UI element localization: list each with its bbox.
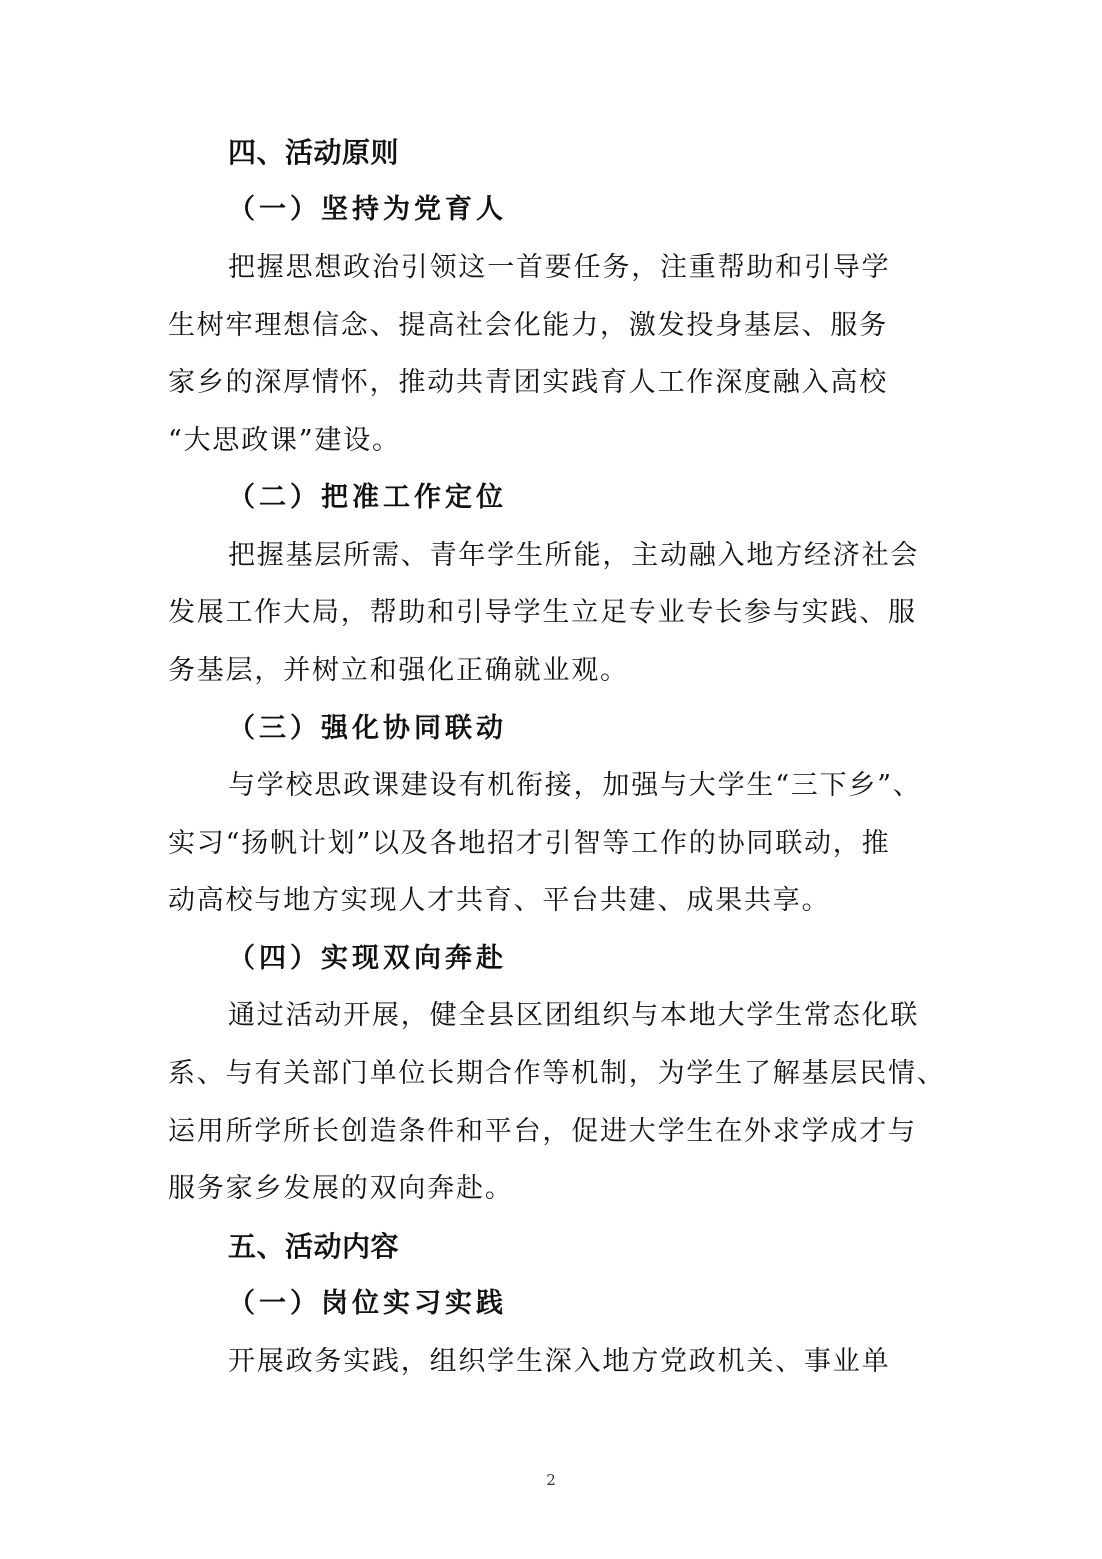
subheading-5: （一）岗位实习实践 [228,1288,507,1319]
paragraph-line: 服务家乡发展的双向奔赴。 [168,1173,514,1204]
paragraph-line: 运用所学所长创造条件和平台，促进大学生在外求学成才与 [168,1116,917,1147]
subheading-1: （一）坚持为党育人 [228,194,507,225]
paragraph-line: 把握基层所需、青年学生所能，主动融入地方经济社会 [228,540,920,571]
subheading-2: （二）把准工作定位 [228,482,507,513]
page-number: 2 [546,1471,556,1489]
paragraph-line: 实习“扬帆计划”以及各地招才引智等工作的协同联动，推 [168,828,891,859]
subheading-3: （三）强化协同联动 [228,713,507,744]
section-heading-content: 五、活动内容 [228,1230,400,1263]
paragraph-line: 把握思想政治引领这一首要任务，注重帮助和引导学 [228,252,891,283]
paragraph-line: 生树牢理想信念、提高社会化能力，激发投身基层、服务 [168,310,888,341]
section-heading-principles: 四、活动原则 [228,136,400,169]
paragraph-line: 与学校思政课建设有机衔接，加强与大学生“三下乡”、 [228,770,922,801]
subheading-4: （四）实现双向奔赴 [228,943,507,974]
paragraph-line: 通过活动开展，健全县区团组织与本地大学生常态化联 [228,1000,920,1031]
paragraph-line: “大思政课”建设。 [168,425,401,456]
paragraph-line: 发展工作大局，帮助和引导学生立足专业专长参与实践、服 [168,597,917,628]
paragraph-line: 务基层，并树立和强化正确就业观。 [168,655,629,686]
paragraph-line: 动高校与地方实现人才共育、平台共建、成果共享。 [168,885,831,916]
paragraph-line: 家乡的深厚情怀，推动共青团实践育人工作深度融入高校 [168,367,888,398]
paragraph-line: 开展政务实践，组织学生深入地方党政机关、事业单 [228,1346,891,1377]
paragraph-line: 系、与有关部门单位长期合作等机制，为学生了解基层民情、 [168,1058,946,1089]
